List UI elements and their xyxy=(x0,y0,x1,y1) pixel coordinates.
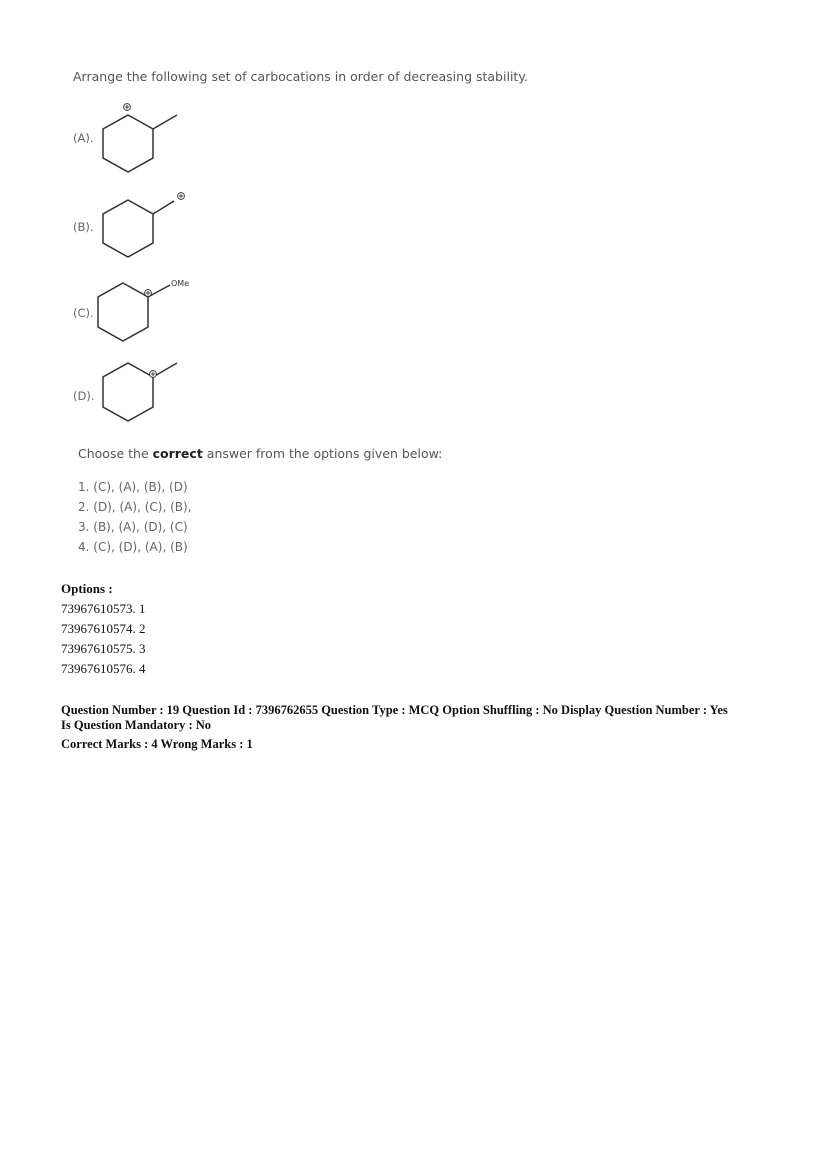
choose-bold: correct xyxy=(152,446,203,461)
question-meta-line-1: Question Number : 19 Question Id : 7396762655 Question Type : MCQ Option Shuffling : No Display Question Number : Yes xyxy=(61,703,728,717)
option-id-3: 73967610575. 3 xyxy=(61,641,146,656)
option-id-2: 73967610574. 2 xyxy=(61,621,146,636)
option-id-1: 73967610573. 1 xyxy=(61,601,146,616)
structure-label-c: (C). xyxy=(73,306,94,320)
structure-label-a: (A). xyxy=(73,131,94,145)
question-meta-line-2: Is Question Mandatory : No xyxy=(61,718,212,732)
substituent-ome: OMe xyxy=(171,279,190,288)
answer-option-1: 1. (C), (A), (B), (D) xyxy=(78,480,188,494)
structure-b xyxy=(95,188,195,268)
structure-label-b: (B). xyxy=(73,220,94,234)
question-prompt: Arrange the following set of carbocations in order of decreasing stability. xyxy=(73,69,528,84)
structure-a xyxy=(95,100,195,180)
structure-c xyxy=(90,275,210,355)
choose-instruction xyxy=(78,446,442,461)
answer-option-4: 4. (C), (D), (A), (B) xyxy=(78,540,188,554)
answer-option-3: 3. (B), (A), (D), (C) xyxy=(78,520,188,534)
structure-d xyxy=(95,358,195,438)
options-heading: Options : xyxy=(61,581,113,596)
question-marks: Correct Marks : 4 Wrong Marks : 1 xyxy=(61,737,253,751)
choose-prefix: Choose the xyxy=(78,446,153,461)
choose-suffix: answer from the options given below: xyxy=(202,446,443,461)
answer-option-2: 2. (D), (A), (C), (B), xyxy=(78,500,192,514)
option-id-4: 73967610576. 4 xyxy=(61,661,146,676)
structure-label-d: (D). xyxy=(73,389,95,403)
